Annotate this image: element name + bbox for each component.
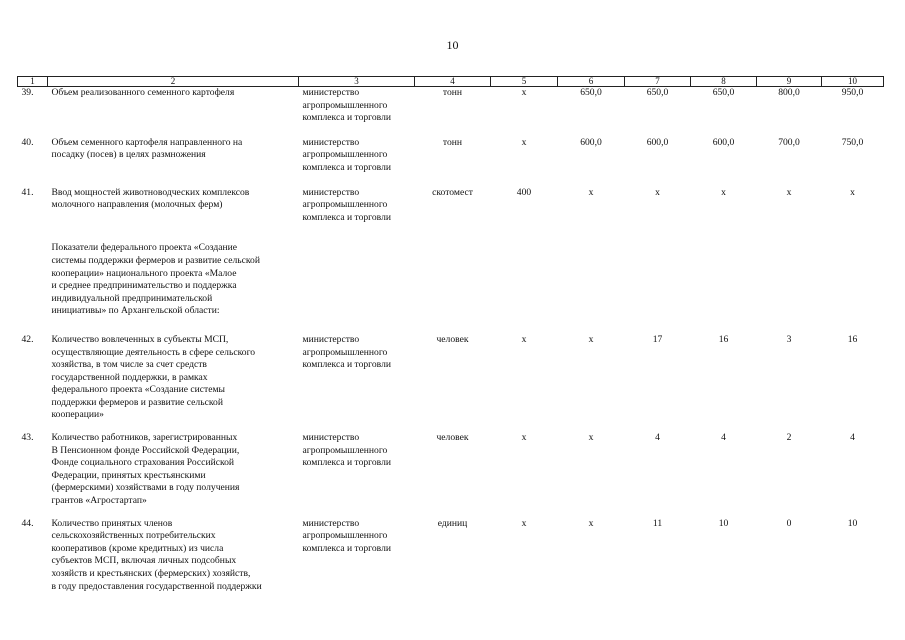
- row-number: 41.: [21, 186, 34, 198]
- section-heading-line: кооперации» национального проекта «Малое: [51, 267, 237, 279]
- indicators-table: [17, 76, 884, 593]
- row-number: 39.: [21, 87, 34, 98]
- table-row: [18, 518, 884, 594]
- indicator-name: [48, 87, 299, 125]
- section-heading-line: Показатели федерального проекта «Создание: [51, 242, 238, 254]
- indicator-name: [48, 432, 299, 508]
- indicator-name-line: государственной поддержки, в рамках: [51, 371, 208, 383]
- value-cell: х: [588, 333, 594, 345]
- indicator-name-line: молочного направления (молочных ферм): [51, 199, 223, 211]
- value-cell: 950,0: [841, 87, 864, 98]
- indicator-name-line: кооперации»: [51, 409, 104, 421]
- org-line: комплекса и торговли: [302, 211, 392, 223]
- indicator-name: [48, 137, 299, 175]
- value-cell: 0: [786, 517, 792, 529]
- indicator-name-line: федерального проекта «Создание системы: [51, 384, 226, 396]
- row-number: 40.: [21, 136, 34, 148]
- indicator-name-line: Объем реализованного семенного картофеля: [51, 87, 235, 98]
- value-cell: 16: [847, 333, 858, 345]
- column-header: 9: [757, 77, 822, 87]
- responsible-org: [299, 187, 415, 225]
- value-cell: 16: [718, 333, 729, 345]
- value-cell: х: [521, 333, 527, 345]
- column-header: 7: [625, 77, 691, 87]
- row-number: 42.: [21, 333, 34, 345]
- org-line: министерство: [302, 87, 360, 98]
- org-line: министерство: [302, 136, 360, 148]
- value-cell: х: [786, 186, 792, 198]
- indicator-name-line: Ввод мощностей животноводческих комплексов: [51, 186, 250, 198]
- value-cell: 3: [786, 333, 792, 345]
- org-line: комплекса и торговли: [302, 112, 392, 124]
- indicator-name-line: Количество работников, зарегистрированных: [51, 432, 238, 444]
- unit-cell: скотомест: [432, 186, 473, 198]
- unit-cell: человек: [436, 432, 469, 444]
- value-cell: х: [655, 186, 660, 198]
- table-row: [18, 334, 884, 422]
- page-number: 10: [446, 38, 459, 52]
- org-line: агропромышленного: [302, 530, 388, 542]
- value-cell: х: [721, 186, 726, 198]
- column-header: 5: [491, 77, 558, 87]
- table-row: [18, 187, 884, 225]
- indicator-name-line: Количество принятых членов: [51, 517, 173, 529]
- indicator-name-line: осуществляющие деятельность в сфере сельского: [51, 346, 256, 358]
- column-header: 1: [18, 77, 48, 87]
- indicator-name-line: посадку (посев) в целях размножения: [51, 149, 206, 161]
- org-line: комплекса и торговли: [302, 457, 392, 469]
- responsible-org: [299, 432, 415, 508]
- value-cell: х: [521, 432, 527, 444]
- section-heading-line: индивидуальной предпринимательской: [51, 292, 213, 304]
- value-cell: 4: [655, 432, 660, 444]
- unit-cell: единиц: [437, 517, 468, 529]
- value-cell: х: [521, 136, 527, 148]
- indicator-name-line: субъектов МСП, включая личных подсобных: [51, 555, 237, 567]
- column-header: 2: [48, 77, 299, 87]
- indicator-name-line: кооперативов (кроме кредитных) из числа: [51, 542, 224, 554]
- value-cell: 10: [847, 517, 858, 529]
- table-row: [18, 87, 884, 125]
- value-cell: 650,0: [580, 87, 602, 98]
- value-cell: 600,0: [712, 136, 735, 148]
- unit-cell: человек: [436, 333, 469, 345]
- table-row: [18, 137, 884, 175]
- indicator-name-line: хозяйств и крестьянских (фермерских) хозяйств,: [51, 568, 251, 579]
- org-line: агропромышленного: [302, 149, 388, 161]
- value-cell: 800,0: [778, 87, 800, 98]
- value-cell: х: [521, 517, 527, 529]
- column-header: 3: [299, 77, 415, 87]
- value-cell: 650,0: [646, 87, 669, 98]
- org-line: министерство: [302, 432, 360, 444]
- indicator-name: [48, 334, 299, 422]
- org-line: агропромышленного: [302, 199, 388, 211]
- unit-cell: тонн: [442, 87, 463, 98]
- value-cell: 10: [718, 517, 729, 529]
- indicator-name-line: сельскохозяйственных потребительских: [51, 530, 216, 542]
- org-line: комплекса и торговли: [302, 359, 392, 371]
- responsible-org: [299, 334, 415, 422]
- column-header: 4: [415, 77, 491, 87]
- value-cell: 650,0: [712, 87, 735, 98]
- org-line: агропромышленного: [302, 346, 388, 358]
- responsible-org: [299, 137, 415, 175]
- section-heading: [48, 242, 299, 318]
- responsible-org: [299, 87, 415, 125]
- section-heading-line: инициативы» по Архангельской области:: [51, 305, 220, 317]
- value-cell: 2: [786, 432, 792, 444]
- value-cell: 600,0: [580, 136, 602, 148]
- indicator-name-line: В Пенсионном фонде Российской Федерации,: [51, 444, 240, 456]
- indicator-name-line: Федерации, принятых крестьянскими: [51, 469, 206, 481]
- unit-cell: тонн: [442, 136, 463, 148]
- indicator-name-line: (фермерскими) хозяйствами в году получения: [51, 482, 240, 494]
- org-line: агропромышленного: [302, 444, 388, 456]
- value-cell: 400: [516, 186, 532, 198]
- org-line: министерство: [302, 517, 360, 529]
- indicator-name-line: в году предоставления государственной поддержки: [51, 580, 262, 592]
- value-cell: х: [588, 432, 594, 444]
- value-cell: 750,0: [841, 136, 864, 148]
- org-line: комплекса и торговли: [302, 542, 392, 554]
- section-heading-line: системы поддержки фермеров и развитие сельской: [51, 254, 260, 266]
- table-row: [18, 432, 884, 508]
- value-cell: 11: [652, 517, 663, 529]
- column-header: 6: [558, 77, 625, 87]
- indicator-name-line: поддержки фермеров и развитие сельской: [51, 396, 223, 408]
- indicator-name-line: хозяйства, в том числе за счет средств: [51, 359, 207, 371]
- value-cell: 17: [652, 333, 663, 345]
- row-number: 43.: [21, 432, 34, 444]
- value-cell: х: [521, 87, 527, 98]
- org-line: комплекса и торговли: [302, 161, 392, 173]
- value-cell: х: [588, 517, 594, 529]
- indicator-name-line: Объем семенного картофеля направленного на: [51, 136, 243, 148]
- section-heading-row: [18, 242, 884, 318]
- org-line: министерство: [302, 333, 360, 345]
- indicator-name: [48, 518, 299, 594]
- indicator-name-line: Фонде социального страхования Российской: [51, 457, 235, 469]
- value-cell: 600,0: [646, 136, 669, 148]
- value-cell: 700,0: [778, 136, 800, 148]
- value-cell: 4: [850, 432, 855, 444]
- indicator-name-line: грантов «Агростартап»: [51, 495, 147, 507]
- indicator-name: [48, 187, 299, 225]
- value-cell: 4: [721, 432, 726, 444]
- column-header: 8: [691, 77, 757, 87]
- value-cell: х: [850, 186, 855, 198]
- section-heading-line: и среднее предпринимательство и поддержка: [51, 280, 237, 292]
- row-number: 44.: [21, 517, 34, 529]
- column-number-header-row: [18, 77, 884, 87]
- org-line: министерство: [302, 186, 360, 198]
- column-header: 10: [822, 77, 884, 87]
- responsible-org: [299, 518, 415, 594]
- org-line: агропромышленного: [302, 99, 388, 111]
- indicator-name-line: Количество вовлеченных в субъекты МСП,: [51, 333, 229, 345]
- value-cell: х: [588, 186, 594, 198]
